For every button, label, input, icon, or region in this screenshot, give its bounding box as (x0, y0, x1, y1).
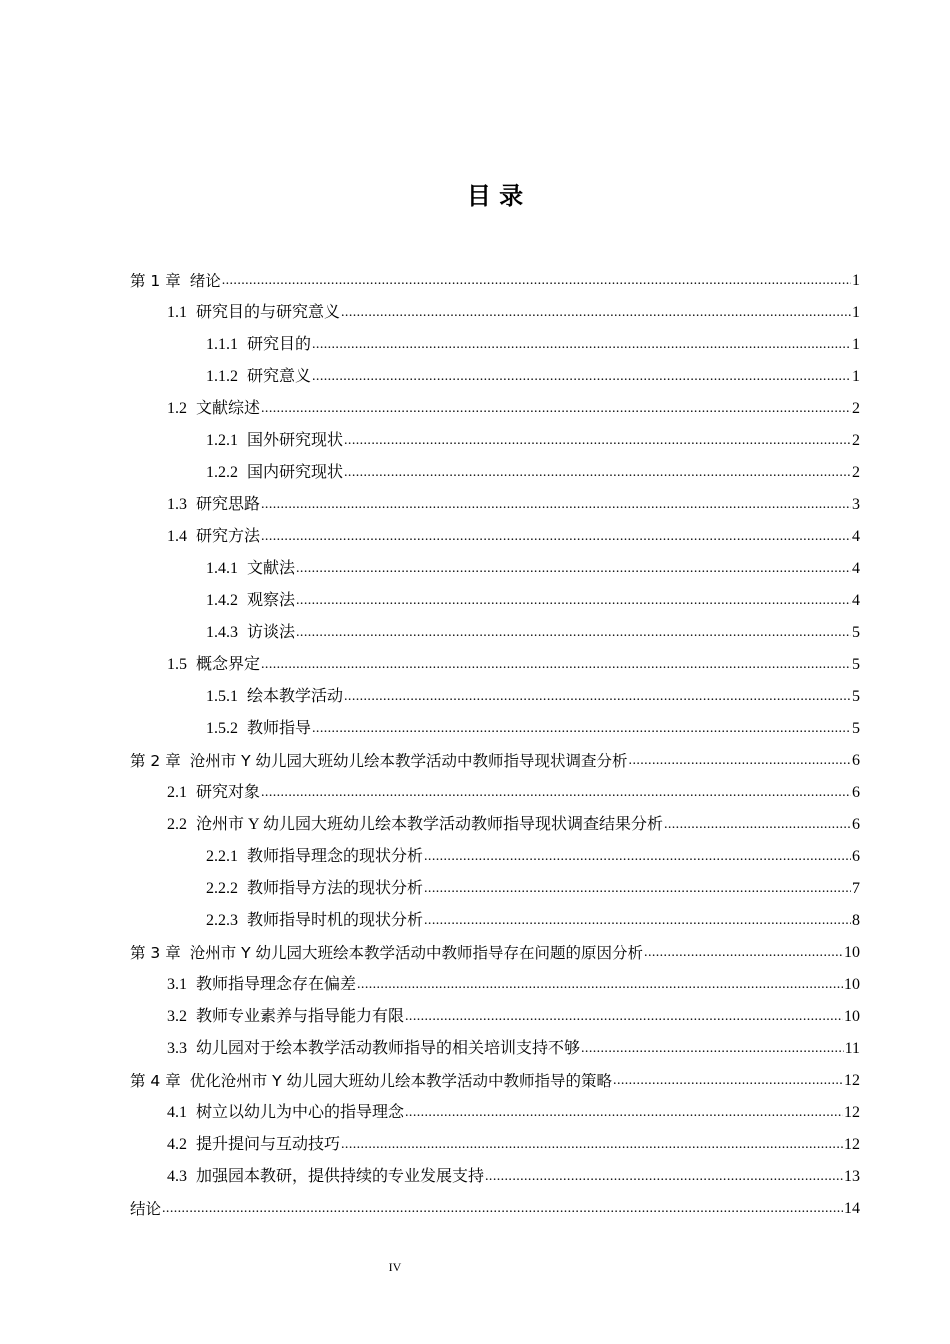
toc-entry-label: 优化沧州市 Y 幼儿园大班幼儿绘本教学活动中教师指导的策略 (189, 1072, 613, 1090)
toc-entry-label: 研究方法 (196, 528, 261, 545)
toc-page-number: 11 (844, 1040, 860, 1057)
toc-entry[interactable] (130, 745, 860, 777)
toc-entry[interactable] (130, 393, 860, 425)
toc-entry-text (167, 1033, 580, 1065)
toc-page-number: 10 (844, 1008, 860, 1025)
toc-entry-number: 1.1.1 (206, 336, 238, 353)
toc-entry-text (167, 649, 260, 681)
toc-entry-number: 1.4 (167, 528, 187, 545)
toc-entry[interactable] (130, 297, 860, 329)
toc-entry-label: 研究意义 (247, 368, 312, 385)
toc-entry-label: 文献法 (247, 560, 296, 577)
toc-entry-text (206, 329, 311, 361)
toc-entry-text (206, 553, 295, 585)
toc-entry[interactable] (130, 809, 860, 841)
toc-entry-label: 绪论 (189, 272, 221, 290)
toc-entry-number: 1.1.2 (206, 368, 238, 385)
toc-entry-text (130, 265, 221, 297)
toc-page-number: 6 (852, 752, 860, 769)
toc-entry-label: 教师指导时机的现状分析 (247, 912, 424, 929)
toc-entry-label: 树立以幼儿为中心的指导理念 (196, 1104, 405, 1121)
toc-page-number: 8 (852, 912, 860, 929)
toc-entry[interactable] (130, 905, 860, 937)
toc-page-number: 1 (852, 336, 860, 353)
toc-entry-text (167, 521, 260, 553)
toc-entry-text (167, 1161, 484, 1193)
page-number-footer: IV (388, 1260, 402, 1274)
toc-entry-text (167, 1097, 404, 1129)
toc-entry[interactable] (130, 1193, 860, 1225)
toc-entry-number: 1.2 (167, 400, 187, 417)
toc-page-number: 6 (852, 784, 860, 801)
toc-entry-number: 1.2.2 (206, 464, 238, 481)
toc-dot-leader (341, 297, 851, 329)
toc-dot-leader (581, 1033, 844, 1065)
toc-dot-leader (405, 1097, 843, 1129)
toc-entry-label: 提升提问与互动技巧 (196, 1136, 341, 1153)
toc-dot-leader (312, 329, 851, 361)
toc-entry-text (167, 297, 340, 329)
toc-dot-leader (644, 937, 843, 969)
toc-entry[interactable] (130, 553, 860, 585)
toc-entry-label: 国内研究现状 (247, 464, 344, 481)
toc-entry-text (167, 393, 260, 425)
toc-entry-number: 第 2 章 (130, 752, 181, 770)
toc-entry-label: 沧州市 Y 幼儿园大班幼儿绘本教学活动中教师指导现状调查分析 (189, 752, 628, 770)
toc-entry[interactable] (130, 1161, 860, 1193)
toc-entry-label: 绘本教学活动 (247, 688, 344, 705)
toc-dot-leader (613, 1065, 843, 1097)
toc-entry[interactable] (130, 361, 860, 393)
toc-entry-text (206, 425, 343, 457)
toc-entry-number: 1.5.1 (206, 688, 238, 705)
toc-entry-number: 1.1 (167, 304, 187, 321)
toc-entry-number: 1.2.1 (206, 432, 238, 449)
toc-entry-label: 教师指导 (247, 720, 312, 737)
toc-dot-leader (344, 425, 851, 457)
toc-entry-number: 1.3 (167, 496, 187, 513)
toc-entry-label: 教师指导方法的现状分析 (247, 880, 424, 897)
toc-entry-label: 研究对象 (196, 784, 261, 801)
toc-entry-text (206, 361, 311, 393)
toc-entry-label: 沧州市 Y 幼儿园大班绘本教学活动中教师指导存在问题的原因分析 (189, 944, 644, 962)
toc-entry-text (167, 809, 663, 841)
toc-dot-leader (312, 361, 851, 393)
toc-entry-label: 研究目的与研究意义 (196, 304, 341, 321)
toc-entry-text (167, 969, 356, 1001)
toc-entry[interactable] (130, 1097, 860, 1129)
toc-entry-label: 结论 (130, 1200, 162, 1218)
toc-dot-leader (344, 681, 851, 713)
toc-page-number: 2 (852, 400, 860, 417)
toc-entry-number: 1.4.1 (206, 560, 238, 577)
toc-page-number: 5 (852, 688, 860, 705)
toc-dot-leader (162, 1193, 843, 1225)
toc-page-number: 12 (844, 1136, 860, 1153)
toc-dot-leader (344, 457, 851, 489)
toc-entry-number: 1.5 (167, 656, 187, 673)
toc-entry[interactable] (130, 617, 860, 649)
toc-page-number: 7 (852, 880, 860, 897)
toc-entry-text (130, 745, 628, 777)
toc-dot-leader (222, 265, 851, 297)
toc-page-number: 4 (852, 528, 860, 545)
toc-entry-number: 第 4 章 (130, 1072, 181, 1090)
toc-entry-text (206, 713, 311, 745)
toc-entry-number: 4.3 (167, 1168, 187, 1185)
toc-entry[interactable] (130, 457, 860, 489)
toc-entry[interactable] (130, 489, 860, 521)
toc-entry-text (206, 873, 423, 905)
toc-page-number: 5 (852, 624, 860, 641)
toc-entry-number: 第 3 章 (130, 944, 181, 962)
toc-dot-leader (485, 1161, 843, 1193)
toc-entry-text (167, 489, 260, 521)
toc-page-number: 2 (852, 432, 860, 449)
toc-dot-leader (629, 745, 851, 777)
toc-entry[interactable] (130, 777, 860, 809)
toc-title: 目 录 (466, 182, 524, 210)
toc-page-number: 5 (852, 656, 860, 673)
toc-page-number: 10 (844, 944, 860, 961)
toc-entry-number: 4.2 (167, 1136, 187, 1153)
toc-entry-number: 2.1 (167, 784, 187, 801)
toc-entry-number: 1.4.3 (206, 624, 238, 641)
toc-entry-text (130, 1193, 161, 1225)
toc-dot-leader (261, 489, 851, 521)
toc-entry-label: 研究思路 (196, 496, 261, 513)
toc-entry-label: 概念界定 (196, 656, 261, 673)
toc-entry-number: 2.2 (167, 816, 187, 833)
toc-entry[interactable] (130, 1065, 860, 1097)
toc-page-number: 4 (852, 560, 860, 577)
toc-dot-leader (296, 617, 851, 649)
toc-entry[interactable] (130, 713, 860, 745)
toc-entry[interactable] (130, 969, 860, 1001)
toc-entry-label: 加强园本教研，提供持续的专业发展支持 (196, 1168, 485, 1185)
toc-entry-text (206, 681, 343, 713)
toc-entry[interactable] (130, 873, 860, 905)
toc-entry-text (167, 1001, 404, 1033)
toc-entry-label: 教师指导理念的现状分析 (247, 848, 424, 865)
toc-dot-leader (424, 841, 851, 873)
toc-page-number: 14 (844, 1200, 860, 1217)
toc-entry[interactable] (130, 937, 860, 969)
toc-page-number: 13 (844, 1168, 860, 1185)
toc-entry-label: 教师专业素养与指导能力有限 (196, 1008, 405, 1025)
toc-entry-text (130, 1065, 612, 1097)
toc-page-number: 6 (852, 848, 860, 865)
toc-dot-leader (357, 969, 843, 1001)
toc-page-number: 6 (852, 816, 860, 833)
toc-entry-text (206, 585, 295, 617)
toc-entry[interactable] (130, 1001, 860, 1033)
toc-page-number: 4 (852, 592, 860, 609)
toc-entry-label: 文献综述 (196, 400, 261, 417)
toc-entry-text (206, 617, 295, 649)
toc-dot-leader (664, 809, 851, 841)
toc-page-number: 2 (852, 464, 860, 481)
toc-entry-number: 3.1 (167, 976, 187, 993)
toc-dot-leader (261, 649, 851, 681)
toc-entry-number: 第 1 章 (130, 272, 181, 290)
toc-entry[interactable] (130, 649, 860, 681)
toc-dot-leader (312, 713, 851, 745)
toc-entry-label: 沧州市 Y 幼儿园大班幼儿绘本教学活动教师指导现状调查结果分析 (196, 816, 663, 833)
toc-entry-label: 访谈法 (247, 624, 296, 641)
toc-entry-label: 幼儿园对于绘本教学活动教师指导的相关培训支持不够 (196, 1040, 581, 1057)
toc-entry-text (167, 1129, 340, 1161)
toc-entry[interactable] (130, 1033, 860, 1065)
toc-entry-number: 3.3 (167, 1040, 187, 1057)
toc-dot-leader (424, 873, 851, 905)
toc-entry[interactable] (130, 265, 860, 297)
toc-dot-leader (296, 553, 851, 585)
toc-dot-leader (261, 777, 851, 809)
toc-entry-number: 4.1 (167, 1104, 187, 1121)
toc-page-number: 12 (844, 1072, 860, 1089)
toc-dot-leader (296, 585, 851, 617)
toc-entry[interactable] (130, 1129, 860, 1161)
toc-entry-number: 2.2.3 (206, 912, 238, 929)
toc-page-number: 1 (852, 304, 860, 321)
toc-entry[interactable] (130, 585, 860, 617)
toc-entry[interactable] (130, 681, 860, 713)
toc-entry-number: 2.2.1 (206, 848, 238, 865)
toc-page-number: 1 (852, 272, 860, 289)
toc-entry[interactable] (130, 329, 860, 361)
toc-entry[interactable] (130, 425, 860, 457)
toc-page-number: 3 (852, 496, 860, 513)
toc-entry-label: 研究目的 (247, 336, 312, 353)
toc-entry-number: 3.2 (167, 1008, 187, 1025)
toc-entry[interactable] (130, 841, 860, 873)
toc-entry-label: 观察法 (247, 592, 296, 609)
toc-entry-label: 教师指导理念存在偏差 (196, 976, 357, 993)
toc-entry[interactable] (130, 521, 860, 553)
toc-page-number: 1 (852, 368, 860, 385)
toc-entry-text (130, 937, 643, 969)
toc-entry-number: 2.2.2 (206, 880, 238, 897)
toc-dot-leader (341, 1129, 843, 1161)
toc-list (130, 265, 860, 1225)
toc-entry-number: 1.5.2 (206, 720, 238, 737)
toc-entry-text (167, 777, 260, 809)
toc-entry-text (206, 841, 423, 873)
toc-entry-text (206, 457, 343, 489)
toc-page-number: 10 (844, 976, 860, 993)
toc-entry-label: 国外研究现状 (247, 432, 344, 449)
toc-entry-text (206, 905, 423, 937)
toc-page-number: 5 (852, 720, 860, 737)
toc-page-number: 12 (844, 1104, 860, 1121)
toc-dot-leader (261, 393, 851, 425)
toc-dot-leader (424, 905, 851, 937)
toc-dot-leader (405, 1001, 843, 1033)
toc-dot-leader (261, 521, 851, 553)
toc-entry-number: 1.4.2 (206, 592, 238, 609)
